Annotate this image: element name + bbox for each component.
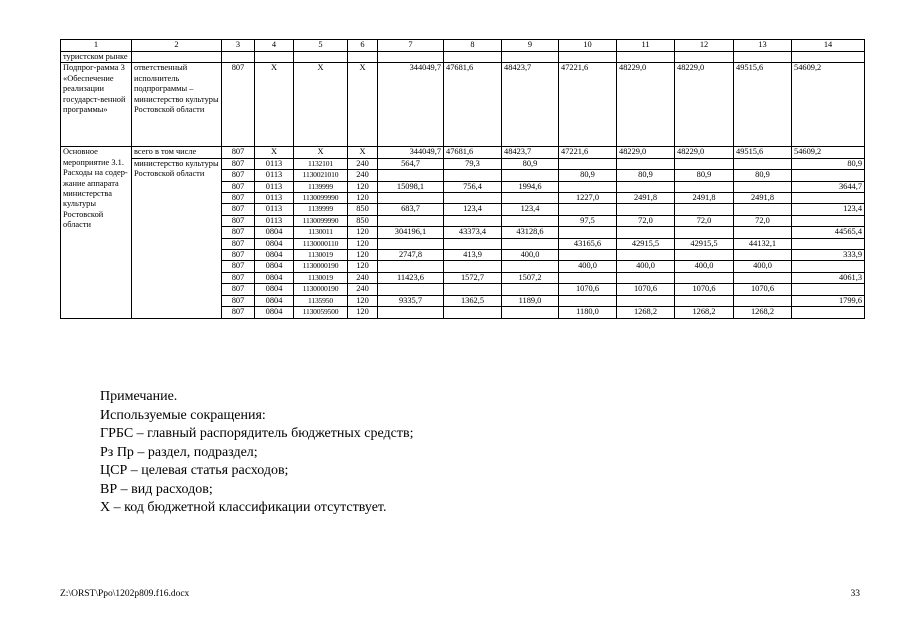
rzpr-cell: 0113 [255,193,294,204]
abbreviation-item: Рз Пр – раздел, подраздел; [100,444,258,460]
empty-cell [502,215,559,226]
empty-cell [559,227,617,238]
value-cell: 344049,7 [378,63,444,147]
vr-cell: 120 [348,193,378,204]
empty-cell [378,261,444,272]
csr-cell: 1139999 [294,181,348,192]
csr-cell: 1130021010 [294,170,348,181]
rzpr-cell: 0113 [255,204,294,215]
value-cell: 1268,2 [617,307,675,318]
value-cell: 47221,6 [559,63,617,147]
value-cell: 47681,6 [444,147,502,158]
rzpr-cell: X [255,63,294,147]
empty-cell [444,193,502,204]
empty-cell [792,284,865,295]
grbs-cell: 807 [222,170,255,181]
grbs-cell: 807 [222,158,255,169]
value-cell: 400,0 [734,261,792,272]
empty-cell [378,284,444,295]
value-cell: 15098,1 [378,181,444,192]
value-cell: 54609,2 [792,147,865,158]
column-number: 7 [378,40,444,52]
vr-cell: 120 [348,295,378,306]
value-cell: 48229,0 [675,63,734,147]
value-cell: 1070,6 [734,284,792,295]
grbs-cell: 807 [222,147,255,158]
empty-cell [444,238,502,249]
value-cell: 123,4 [444,204,502,215]
column-number: 10 [559,40,617,52]
value-cell: 400,0 [502,250,559,261]
vr-cell: 120 [348,227,378,238]
empty-cell [444,170,502,181]
value-cell: 400,0 [559,261,617,272]
grbs-cell: 807 [222,181,255,192]
value-cell: 47221,6 [559,147,617,158]
value-cell: 1268,2 [734,307,792,318]
rzpr-cell: 0804 [255,250,294,261]
column-number: 6 [348,40,378,52]
rzpr-cell: 0113 [255,215,294,226]
subprogram-name-cell: Подпрог-рамма 3 «Обеспечение реализации государст-венной программы» [61,63,132,147]
grbs-cell: 807 [222,307,255,318]
main-activity-name-cell: Основное мероприятие 3.1. Расходы на содер-жание аппарата министерства культуры Ростовской области [61,147,132,318]
empty-cell [559,158,617,169]
grbs-cell: 807 [222,272,255,283]
csr-cell: 1130000190 [294,261,348,272]
empty-cell [444,215,502,226]
value-cell: 683,7 [378,204,444,215]
empty-cell [734,204,792,215]
value-cell: 49515,6 [734,147,792,158]
column-number: 1 [61,40,132,52]
vr-cell: 120 [348,250,378,261]
csr-cell: 1130000110 [294,238,348,249]
value-cell: 79,3 [444,158,502,169]
rzpr-cell: 0113 [255,158,294,169]
column-number: 11 [617,40,675,52]
value-cell: 47681,6 [444,63,502,147]
value-cell: 97,5 [559,215,617,226]
file-path-footer: Z:\ORST\Ppo\1202p809.f16.docx [60,589,190,599]
empty-cell [502,284,559,295]
grbs-cell: 807 [222,204,255,215]
value-cell: 1070,6 [559,284,617,295]
value-cell: 2491,8 [675,193,734,204]
empty-cell [378,307,444,318]
vr-cell: 240 [348,272,378,283]
value-cell: 1572,7 [444,272,502,283]
value-cell: 1362,5 [444,295,502,306]
rzpr-cell: 0804 [255,284,294,295]
notes-title: Примечание. [100,389,178,404]
subprogram-row [61,63,865,147]
empty-cell [378,193,444,204]
empty-cell [734,250,792,261]
value-cell: 1507,2 [502,272,559,283]
empty-cell [559,295,617,306]
csr-cell: 1135950 [294,295,348,306]
table-row [61,52,865,63]
value-cell: 123,4 [502,204,559,215]
empty-cell [617,272,675,283]
value-cell: 44132,1 [734,238,792,249]
table-row [61,158,865,169]
abbreviation-item: ВР – вид расходов; [100,481,213,497]
empty-cell [559,272,617,283]
empty-cell [734,158,792,169]
value-cell: 1189,0 [502,295,559,306]
value-cell: 4061,3 [792,272,865,283]
csr-cell: 1130000190 [294,284,348,295]
column-number: 13 [734,40,792,52]
column-number: 12 [675,40,734,52]
value-cell: 72,0 [675,215,734,226]
column-number: 3 [222,40,255,52]
main-activity-total-row [61,147,865,158]
column-number: 5 [294,40,348,52]
value-cell: 344049,7 [378,147,444,158]
empty-cell [675,272,734,283]
empty-cell [675,295,734,306]
column-number: 4 [255,40,294,52]
value-cell: 48229,0 [617,63,675,147]
grbs-cell: 807 [222,261,255,272]
empty-cell [502,261,559,272]
empty-cell [792,307,865,318]
vr-cell: 240 [348,284,378,295]
notes-block [100,388,413,518]
column-number: 8 [444,40,502,52]
empty-cell [675,227,734,238]
value-cell: 54609,2 [792,63,865,147]
empty-cell [617,204,675,215]
empty-cell [734,227,792,238]
csr-cell: 1130099990 [294,193,348,204]
grbs-cell: 807 [222,227,255,238]
value-cell: 43128,6 [502,227,559,238]
empty-cell [502,170,559,181]
empty-cell [559,204,617,215]
vr-cell: 120 [348,307,378,318]
value-cell: 43373,4 [444,227,502,238]
value-cell: 48423,7 [502,147,559,158]
vr-cell: 120 [348,261,378,272]
empty-cell [617,181,675,192]
value-cell: 48423,7 [502,63,559,147]
value-cell: 48229,0 [675,147,734,158]
empty-cell [559,181,617,192]
value-cell: 2491,8 [617,193,675,204]
value-cell: 72,0 [734,215,792,226]
value-cell: 42915,5 [675,238,734,249]
csr-cell: 1130099990 [294,215,348,226]
vr-cell: X [348,147,378,158]
value-cell: 80,9 [559,170,617,181]
empty-cell [675,158,734,169]
empty-cell [675,181,734,192]
vr-cell: 850 [348,204,378,215]
empty-cell [444,261,502,272]
empty-cell [792,170,865,181]
value-cell: 80,9 [617,170,675,181]
csr-cell: X [294,147,348,158]
column-number-row [61,40,865,52]
page-number: 33 [850,589,860,599]
value-cell: 3644,7 [792,181,865,192]
value-cell: 413,9 [444,250,502,261]
rzpr-cell: 0804 [255,227,294,238]
grbs-cell: 807 [222,193,255,204]
rzpr-cell: 0804 [255,307,294,318]
vr-cell: 240 [348,158,378,169]
vr-cell: 240 [348,170,378,181]
csr-cell: 1132101 [294,158,348,169]
value-cell: 11423,6 [378,272,444,283]
vr-cell: 120 [348,181,378,192]
value-cell: 1070,6 [675,284,734,295]
empty-cell [502,238,559,249]
grbs-cell: 807 [222,250,255,261]
empty-cell [378,170,444,181]
value-cell: 42915,5 [617,238,675,249]
vr-cell: 120 [348,238,378,249]
value-cell: 9335,7 [378,295,444,306]
rzpr-cell: 0804 [255,295,294,306]
csr-cell: 1130019 [294,250,348,261]
empty-cell [444,307,502,318]
column-number: 14 [792,40,865,52]
csr-cell: X [294,63,348,147]
grbs-cell: 807 [222,295,255,306]
abbreviation-item: Х – код бюджетной классификации отсутствует. [100,500,387,515]
value-cell: 80,9 [502,158,559,169]
empty-cell [617,250,675,261]
grbs-cell: 807 [222,215,255,226]
empty-cell [378,215,444,226]
empty-cell [617,295,675,306]
empty-cell [792,193,865,204]
value-cell: 2747,8 [378,250,444,261]
empty-cell [502,193,559,204]
value-cell: 756,4 [444,181,502,192]
value-cell: 400,0 [617,261,675,272]
value-cell: 80,9 [792,158,865,169]
empty-cell [734,272,792,283]
value-cell: 80,9 [734,170,792,181]
grbs-cell: 807 [222,63,255,147]
abbreviation-item: ГРБС – главный распорядитель бюджетных средств; [100,426,414,441]
value-cell: 123,4 [792,204,865,215]
value-cell: 564,7 [378,158,444,169]
empty-cell [617,158,675,169]
csr-cell: 1139999 [294,204,348,215]
column-number: 9 [502,40,559,52]
executor-cell: ответственный исполнитель подпрограммы – министерство культуры Ростовской области [132,63,222,147]
value-cell: 49515,6 [734,63,792,147]
abbreviation-item: ЦСР – целевая статья расходов; [100,463,289,478]
value-cell: 72,0 [617,215,675,226]
value-cell: 333,9 [792,250,865,261]
vr-cell: 850 [348,215,378,226]
rzpr-cell: 0804 [255,272,294,283]
empty-cell [675,250,734,261]
rzpr-cell: 0113 [255,181,294,192]
empty-cell [792,215,865,226]
program-name-cell: туристском рынке [61,52,132,63]
empty-cell [378,238,444,249]
column-number: 2 [132,40,222,52]
empty-cell [675,204,734,215]
empty-cell [559,250,617,261]
grbs-cell: 807 [222,284,255,295]
abbreviations-title: Используемые сокращения: [100,407,266,423]
ministry-label-cell: министерство культуры Ростовской области [132,158,222,318]
rzpr-cell: 0804 [255,238,294,249]
value-cell: 1268,2 [675,307,734,318]
empty-cell [792,238,865,249]
budget-table [60,39,865,319]
value-cell: 1180,0 [559,307,617,318]
csr-cell: 1130019 [294,272,348,283]
value-cell: 1799,6 [792,295,865,306]
value-cell: 2491,8 [734,193,792,204]
vr-cell: X [348,63,378,147]
empty-cell [617,227,675,238]
empty-cell [792,261,865,272]
value-cell: 1227,0 [559,193,617,204]
csr-cell: 1130059500 [294,307,348,318]
rzpr-cell: X [255,147,294,158]
value-cell: 304196,1 [378,227,444,238]
value-cell: 48229,0 [617,147,675,158]
empty-cell [734,181,792,192]
value-cell: 43165,6 [559,238,617,249]
total-label-cell: всего в том числе [132,147,222,158]
value-cell: 400,0 [675,261,734,272]
value-cell: 1070,6 [617,284,675,295]
grbs-cell: 807 [222,238,255,249]
empty-cell [734,295,792,306]
value-cell: 44565,4 [792,227,865,238]
rzpr-cell: 0804 [255,261,294,272]
empty-cell [502,307,559,318]
value-cell: 1994,6 [502,181,559,192]
empty-cell [444,284,502,295]
value-cell: 80,9 [675,170,734,181]
csr-cell: 1130011 [294,227,348,238]
rzpr-cell: 0113 [255,170,294,181]
